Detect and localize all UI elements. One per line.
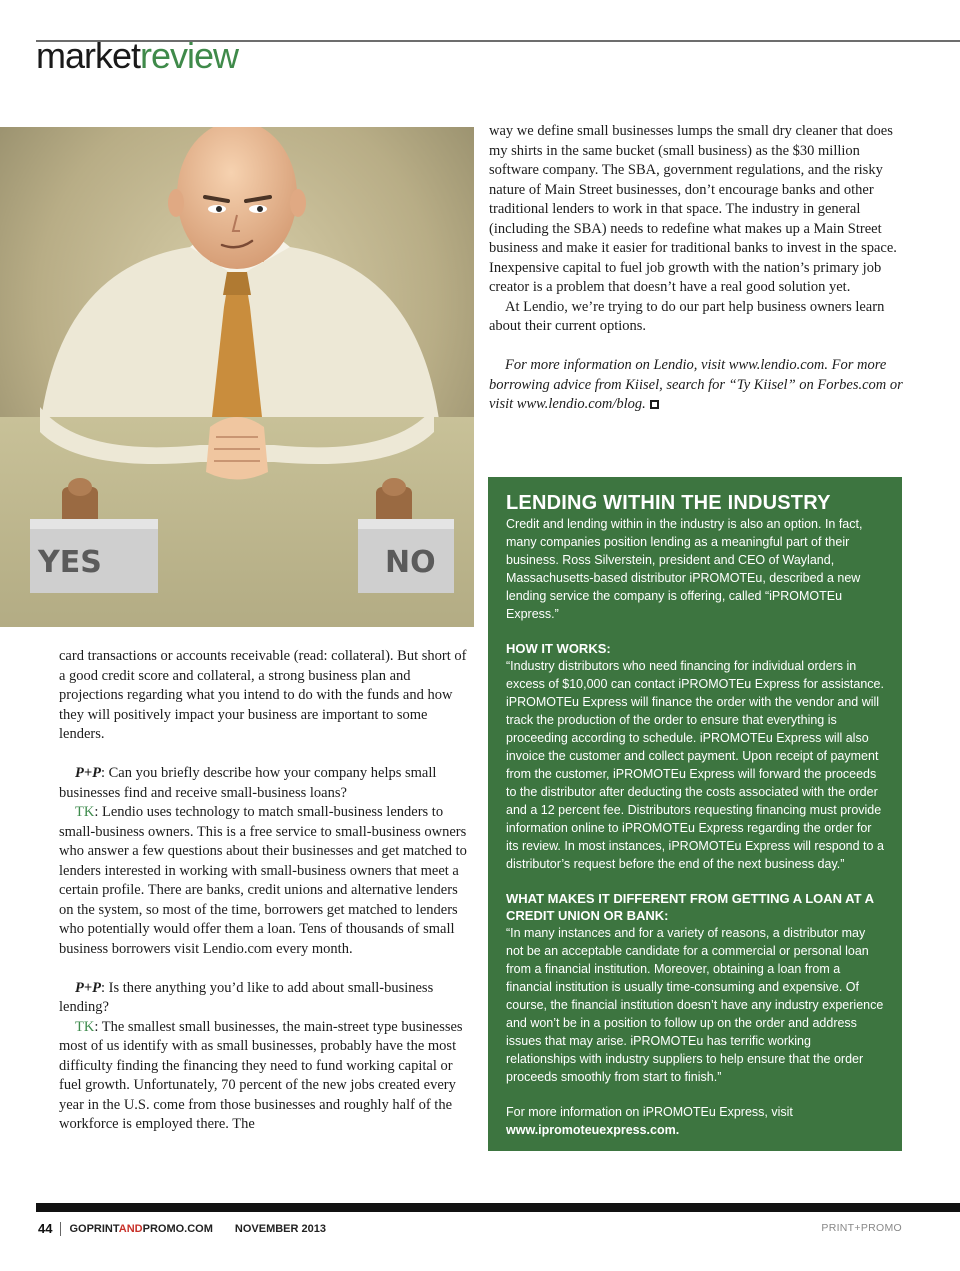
answer-text: : The smallest small businesses, the main-street type businesses most of us identify with as small businesses, probably have the most difficulty finding the financing they need to fund working capital or fuel growth. Unfortunately, 70 percent of the new jobs created every year in the U.S. come from those businesses and roughly half of the workforce is employed there. The xyxy=(59,1018,463,1132)
footer-site[interactable] xyxy=(69,1223,212,1235)
question-text: : Is there anything you’d like to add about small-business lending? xyxy=(59,979,434,1015)
sidebar-lending-box xyxy=(488,477,902,1151)
answer-paragraph xyxy=(59,1018,471,1135)
sidebar-intro: Credit and lending within in the industry is also an option. In fact, many companies position lending as a meaningful part of their business. Ross Silverstein, president and CEO of Wayland, Massachusetts-based distributor iPROMOTEu, described a new lending service the company is offering, called “iPROMOTEu Express.” xyxy=(506,517,863,621)
sidebar-more-info xyxy=(506,1103,884,1139)
section-masthead xyxy=(36,35,239,76)
more-info-text: For more information on Lendio, visit www.lendio.com. For more borrowing advice from Kiisel, search for “Ty Kiisel” on Forbes.com or visit www.lendio.com/blog. xyxy=(489,357,903,412)
section-heading: WHAT MAKES IT DIFFERENT FROM GETTING A LOAN AT A CREDIT UNION OR BANK: xyxy=(506,891,874,923)
end-of-article-icon xyxy=(650,400,659,409)
sidebar-section-how xyxy=(506,640,884,873)
masthead-market: market xyxy=(36,35,141,76)
sidebar-title: LENDING WITHIN THE INDUSTRY xyxy=(506,492,831,514)
footer xyxy=(38,1221,326,1236)
answer-paragraph xyxy=(59,803,471,959)
site-part: AND xyxy=(118,1222,143,1235)
interviewee-label: TK xyxy=(75,804,95,820)
question-text: : Can you briefly describe how your company helps small businesses find and receive small-business loans? xyxy=(59,765,437,801)
article-column-right xyxy=(489,122,903,415)
article-column-left xyxy=(59,647,471,1135)
yes-sign-label: YES xyxy=(38,545,102,580)
more-info-text: For more information on iPROMOTEu Express, visit xyxy=(506,1105,793,1119)
interviewer-label: P+P xyxy=(75,765,101,781)
site-part: GOPRINT xyxy=(69,1222,119,1235)
footer-divider xyxy=(60,1222,61,1236)
masthead-review: review xyxy=(140,35,239,76)
section-text: “In many instances and for a variety of reasons, a distributor may not be an acceptable candidate for a commercial or personal loan from a financial institution. Moreover, obtaining a loan from a financial institution is usually time-consuming and expensive. Of course, the financial institution doesn’t have any industry experience and won’t be in a position to follow up on the order and address issues that may arise. iPROMOTEu has terrific working relationships with industry suppliers to help ensure that the order proceeds smoothly from start to finish.” xyxy=(506,926,884,1084)
paragraph: card transactions or accounts receivable (read: collateral). But short of a good credit score and collateral, a strong business plan and projections regarding what you intend to do with the funds and how they will positively impact your business are important to some lenders. xyxy=(59,648,467,742)
paragraph: At Lendio, we’re trying to do our part help business owners learn about their current options. xyxy=(489,298,885,334)
answer-text: : Lendio uses technology to match small-business lenders to small-business owners. This is a free service to small-business owners who answer a few questions about their businesses and get matched to lenders interested in working with small-business owners that meet a certain profile. There are banks, credit unions and alternative lenders on the system, so most of the time, borrowers get matched to lenders who potentially would offer them a loan. Tens of thousands of small business borrowers visit Lendio.com every month. xyxy=(59,804,467,957)
no-sign-label: NO xyxy=(385,545,436,580)
question-paragraph xyxy=(59,764,471,803)
page-number: 44 xyxy=(38,1221,53,1236)
interviewee-label: TK xyxy=(75,1018,95,1035)
section-text: “Industry distributors who need financing for individual orders in excess of $10,000 can contact iPROMOTEu Express for assistance. iPROMOTEu Express will finance the order with the vendor and will track the production of the order to ensure that everything is proceeding according to schedule. iPROMOTEu Express will also invoice the customer and collect payment. Upon receipt of payment from the customer, iPROMOTEu Express will forward the proceeds to the distributor after deducting the costs associated with the order and a 12 percent fee. Distributors requesting financing must provide information online to iPROMOTEu Express regarding the order for its review. In most instances, iPROMOTEu Express will respond to a distributor’s request before the end of the next business day.” xyxy=(506,659,884,871)
site-part: PROMO.COM xyxy=(142,1222,213,1235)
illustration-loan-officer xyxy=(0,127,474,627)
publication-name: PRINT+PROMO xyxy=(821,1222,902,1234)
section-heading: HOW IT WORKS: xyxy=(506,641,611,656)
issue-date: NOVEMBER 2013 xyxy=(234,1222,326,1235)
more-info-paragraph xyxy=(489,356,903,415)
more-info-link[interactable]: www.ipromoteuexpress.com. xyxy=(506,1123,680,1137)
sidebar-section-diff xyxy=(506,890,884,1086)
footer-rule xyxy=(36,1203,960,1212)
interviewer-label: P+P xyxy=(75,979,101,996)
loan-officer-image xyxy=(0,127,474,627)
paragraph: way we define small businesses lumps the small dry cleaner that does my shirts in the same bucket (small business) as the $30 million software company. The SBA, government regulations, and the risky nature of Main Street businesses, don’t encourage banks and other traditional lenders to work in that space. The industry in general (including the SBA) needs to redefine what makes up a Main Street business and make it easier for traditional banks to invest in the space. Inexpensive capital to fuel job growth with the nation’s primary job creator is a problem that doesn’t have a real good solution yet. xyxy=(489,123,897,295)
question-paragraph xyxy=(59,979,471,1018)
